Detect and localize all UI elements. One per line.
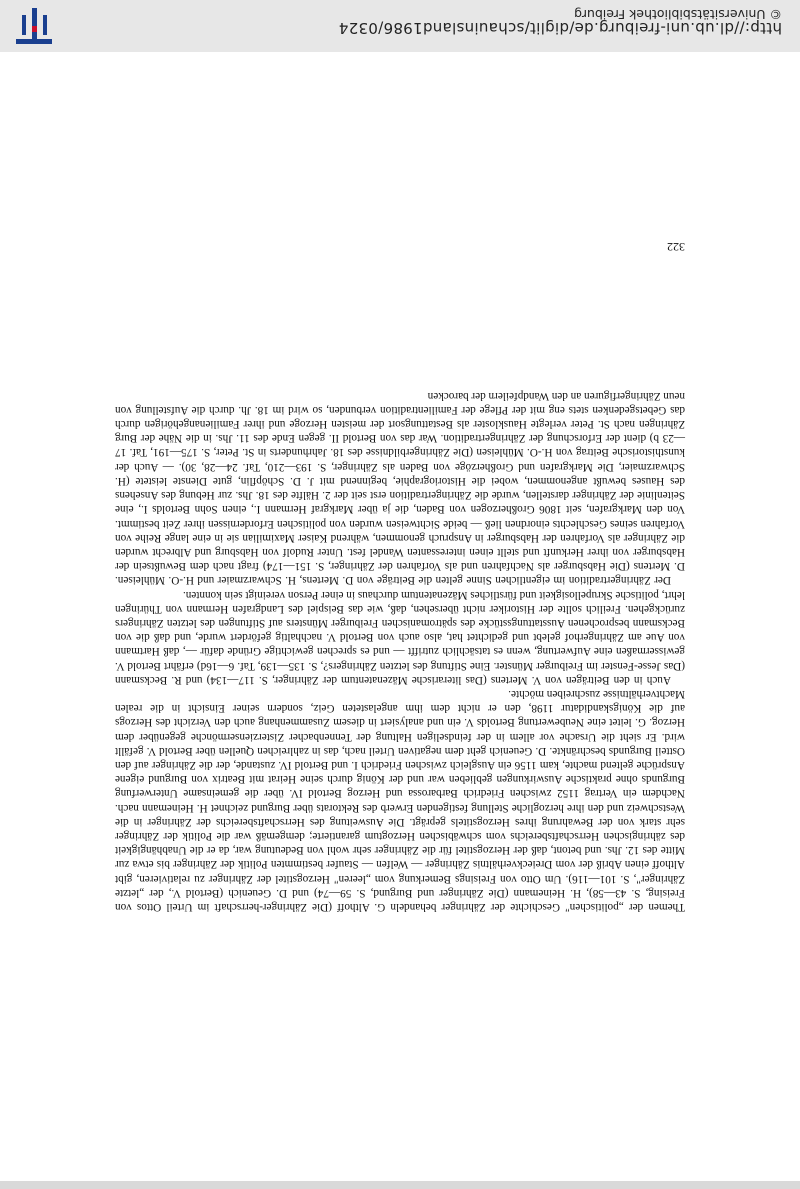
copyright-notice: © Universitätsbibliothek Freiburg [574,7,782,22]
library-footer [0,0,800,52]
paragraph-1: Themen der „politischen" Geschichte der Zähringer behandeln G. Althoff (Die Zähringer-herrschaft im Urteil Ottos von Freising, S. 43—58), H. Heinemann (Die Zähringer und Burgund, S. 59—74) und D. Geuenich (Bertold V., der „letzte Zähringer", S. 101—116). Um Otto von Freisings Bemerkung vom „leeren" Herzogstitel der Zähringer zu relativieren, gibt Althoff einen Abriß der vom Dreieckverhältnis Zähringer — Welfen — Staufer bestimmten Politik der Zähringer bis etwa zur Mitte des 12. Jhs. und betont, daß der Herzogstitel für die Zähringer sehr wohl von Bedeutung war, da er die Unabhängigkeit des zähringischen Herrschaftsbereichs vom schwäbischen Herzogtum garantierte; demgemäß war die Politik der Zähringer sehr stark von der Bewahrung ihres Herzogstitels geprägt. Die Ausweitung des Herrschaftsbereichs der Zähringer in die Westschweiz und den ihre herzogliche Stellung festigenden Erwerb des Rektorats über Burgund zeichnet H. Heinemann nach. Nachdem ein Vertrag 1152 zwischen Friedrich Barbarossa und Herzog Bertold IV. über die gemeinsame Unterwerfung Burgunds ohne praktische Auswirkungen geblieben war und der König durch seine Heirat mit Beatrix von Burgund eigene Ansprüche geltend machte, kam 1156 ein Ausgleich zwischen Friedrich I. und Bertold IV. zustande, der die Zähringer auf den Ostteil Burgunds beschränkte. D. Geuenich geht dem negativen Urteil nach, das in zahlreichen Quellen über Bertold V. gefällt wird. Er sieht die Ursache vor allem in der feindseligen Haltung der Tennenbacher Zisterziensermönche gegenüber dem Herzog. G. leitet eine Neubewertung Bertolds V. ein und analysiert in diesem Zusammenhang auch den Verzicht des Herzogs auf die Königskandidatur 1198, den er nicht dem ihm angelasteten Geiz, sondern seiner Einsicht in die realen Machtverhältnisse zuschreiben möchte. [115,687,685,913]
scan-edge-strip [0,1181,800,1189]
document-body [115,388,685,914]
paragraph-3: Der Zähringertradition im eigentlichen Sinne gelten die Beiträge von D. Mertens, H. Schwarzmaier und H.-O. Mühleisen. D. Mertens (Die Habsburger als Nachfahren und als Vorfahren der Zähringer, S. 151—174) fragt nach dem Bewußtsein der Habsburger von ihrer Herkunft und stellt einen interessanten Wandel fest. Unter Rudolf von Habsburg und Albrecht wurden die Zähringer als Vorfahren der Habsburger in Anspruch genommen, während Kaiser Maximilian sie in eine lange Reihe von Vorfahren seines Geschlechts einordnen ließ — beide Sichtweisen wurden von politischen Erfordernissen ihrer Zeit bestimmt. Von den Markgrafen, seit 1806 Großherzogen von Baden, die ja über Markgraf Hermann I., einen Sohn Bertolds I., eine Seitenlinie der Zähringer darstellen, wurde die Zähringertradition erst seit der 2. Hälfte des 18. Jhs. zur Hebung des Ansehens des Hauses bewußt angenommen, wobei die Historiographie, beginnend mit J. D. Schöpflin, gute Dienste leistete (H. Schwarzmaier, Die Markgrafen und Großherzöge von Baden als Zähringer, S. 193—210, Taf. 24—28, 30). — Auch der kunsthistorische Beitrag von H.-O. Mühleisen (Die Zähringerbildnisse des 18. Jahrhunderts in St. Peter, S. 175—191, Taf. 17—23 b) dient der Erforschung der Zähringertradition. War das von Bertold II. gegen Ende des 11. Jhs. in die Nähe der Burg Zähringen nach St. Peter verlegte Hauskloster als Bestattungsort der meisten Herzoge und ihrer Familienangehörigen durch das Gebetsgedenken stets eng mit der Pflege der Familientradition verbunden, so wird im 18. Jh. durch die Aufstellung von neun Zähringerfiguren an den Wandpfeilern der barocken [115,389,685,587]
university-library-logo-icon [12,4,56,48]
permalink-url[interactable]: http://dl.ub.uni-freiburg.de/diglit/schauinsland1986/0324 [338,19,782,37]
paragraph-2: Auch in den Beiträgen von V. Mertens (Das literarische Mäzenatentum der Zähringer, S. 117—134) und R. Becksmann (Das Jesse-Fenster im Freiburger Münster. Eine Stiftung des letzten Zähringers?, S. 135—139, Taf. 6—16d) erfährt Bertold V. gewissermaßen eine Aufwertung, wenn es tatsächlich zutrifft — und es sprechen gewichtige Gründe dafür —, daß Hartmann von Aue am Zähringerhof gelebt und gedichtet hat, also auch von Bertold V. nachhaltig gefördert wurde, und daß die von Becksmann besprochenen Ausstattungsstücke des spätromanischen Freiburger Münsters auf Stiftungen des letzten Zähringers zurückgehen. Freilich sollte der Historiker nicht übersehen, daß, wie das Beispiel des Landgrafen Hermann von Thüringen lehrt, politische Skrupellosigkeit und fürstliches Mäzenatentum durchaus in einer Person vereinigt sein konnten. [115,588,685,686]
page-number: 322 [667,240,685,254]
